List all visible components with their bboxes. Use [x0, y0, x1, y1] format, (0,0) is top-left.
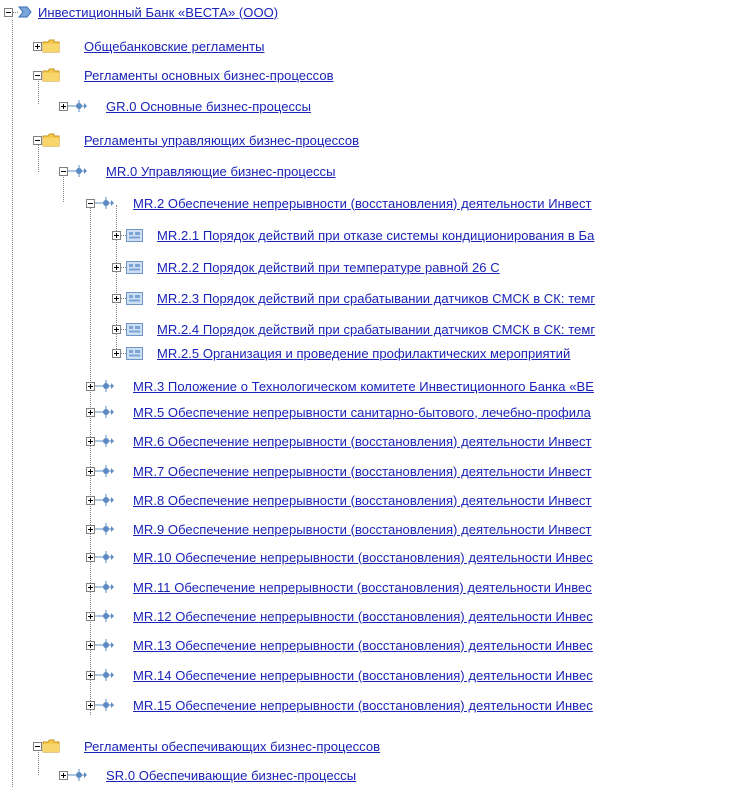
collapse-toggle[interactable]	[33, 742, 42, 751]
expand-toggle[interactable]	[33, 42, 42, 51]
expand-toggle[interactable]	[86, 583, 95, 592]
tree-node[interactable]	[86, 696, 593, 714]
expand-toggle[interactable]	[59, 102, 68, 111]
expand-toggle[interactable]	[86, 408, 95, 417]
tree-node[interactable]	[86, 462, 592, 480]
tree-node-label[interactable]: MR.2.3 Порядок действий при срабатывании датчиков СМСК в СК: темг	[157, 290, 596, 306]
folder-icon	[42, 68, 60, 82]
document-icon	[126, 323, 143, 336]
process-icon	[68, 768, 88, 782]
collapse-toggle[interactable]	[33, 71, 42, 80]
tree-node-label[interactable]: MR.2.1 Порядок действий при отказе системы кондиционирования в Ба	[157, 227, 595, 243]
tree-node-label[interactable]: MR.5 Обеспечение непрерывности санитарно-бытового, лечебно-профила	[133, 404, 591, 420]
expand-toggle[interactable]	[86, 612, 95, 621]
tree-node[interactable]	[86, 491, 592, 509]
expand-toggle[interactable]	[112, 294, 121, 303]
process-icon	[95, 522, 115, 536]
tree-node[interactable]	[4, 3, 278, 21]
expand-toggle[interactable]	[112, 349, 121, 358]
tree-node-label[interactable]: MR.11 Обеспечение непрерывности (восстановления) деятельности Инвес	[133, 579, 592, 595]
tree-node-label[interactable]: SR.0 Обеспечивающие бизнес-процессы	[106, 767, 357, 783]
expand-toggle[interactable]	[112, 231, 121, 240]
process-icon	[95, 580, 115, 594]
tree-node-label[interactable]: MR.2.5 Организация и проведение профилактических мероприятий	[157, 345, 571, 361]
expand-toggle[interactable]	[86, 641, 95, 650]
tree-node-label[interactable]: MR.6 Обеспечение непрерывности (восстановления) деятельности Инвест	[133, 433, 592, 449]
tree-node-label[interactable]: Инвестиционный Банк «ВЕСТА» (ООО)	[38, 4, 279, 20]
collapse-toggle[interactable]	[33, 136, 42, 145]
tree-node[interactable]	[86, 432, 592, 450]
tree-node-label[interactable]: MR.8 Обеспечение непрерывности (восстановления) деятельности Инвест	[133, 492, 592, 508]
document-icon	[126, 292, 143, 305]
expand-toggle[interactable]	[86, 496, 95, 505]
expand-toggle[interactable]	[86, 553, 95, 562]
folder-icon	[42, 739, 60, 753]
tree-node[interactable]	[33, 66, 334, 84]
tree-node[interactable]	[86, 548, 593, 566]
tree-node[interactable]	[112, 258, 500, 276]
tree-node[interactable]	[86, 520, 592, 538]
expand-toggle[interactable]	[112, 325, 121, 334]
tree-node[interactable]	[59, 97, 311, 115]
tree-node[interactable]	[33, 37, 265, 55]
tree-node[interactable]	[86, 377, 594, 395]
tree-node[interactable]	[59, 766, 356, 784]
tree-node-label[interactable]: Регламенты основных бизнес-процессов	[84, 67, 334, 83]
tree-node[interactable]	[86, 607, 593, 625]
document-icon	[126, 261, 143, 274]
tree-node[interactable]	[59, 162, 336, 180]
tree-node-label[interactable]: MR.13 Обеспечение непрерывности (восстановления) деятельности Инвес	[133, 637, 593, 653]
folder-icon	[42, 133, 60, 147]
tree-node[interactable]	[86, 636, 593, 654]
tree-node-label[interactable]: MR.12 Обеспечение непрерывности (восстановления) деятельности Инвес	[133, 608, 593, 624]
process-icon	[95, 550, 115, 564]
tree-node-label[interactable]: MR.9 Обеспечение непрерывности (восстановления) деятельности Инвест	[133, 521, 592, 537]
tree-node[interactable]	[112, 320, 595, 338]
tree-node-label[interactable]: MR.2.2 Порядок действий при температуре равной 26 С	[157, 259, 500, 275]
tree-node[interactable]	[86, 403, 591, 421]
tree-node[interactable]	[33, 131, 359, 149]
process-icon	[95, 196, 115, 210]
tree-connector-line	[12, 20, 13, 787]
tree-node-label[interactable]: Общебанковские регламенты	[84, 38, 265, 54]
tree-node-label[interactable]: Регламенты обеспечивающих бизнес-процессов	[84, 738, 381, 754]
document-icon	[126, 229, 143, 242]
tree-node[interactable]	[33, 737, 380, 755]
process-icon	[68, 99, 88, 113]
tree-node-label[interactable]: MR.3 Положение о Технологическом комитете Инвестиционного Банка «ВЕ	[133, 378, 594, 394]
document-icon	[126, 347, 143, 360]
bank-arrow-icon	[18, 6, 32, 18]
collapse-toggle[interactable]	[4, 8, 13, 17]
tree-node-label[interactable]: MR.2.4 Порядок действий при срабатывании датчиков СМСК в СК: темг	[157, 321, 596, 337]
tree-node[interactable]	[112, 289, 595, 307]
process-icon	[95, 609, 115, 623]
expand-toggle[interactable]	[86, 701, 95, 710]
process-icon	[95, 405, 115, 419]
tree-node[interactable]	[86, 578, 592, 596]
tree-node-label[interactable]: MR.7 Обеспечение непрерывности (восстановления) деятельности Инвест	[133, 463, 592, 479]
tree-node-label[interactable]: MR.10 Обеспечение непрерывности (восстановления) деятельности Инвес	[133, 549, 593, 565]
process-icon	[95, 379, 115, 393]
tree-node[interactable]	[112, 226, 594, 244]
folder-icon	[42, 39, 60, 53]
expand-toggle[interactable]	[86, 671, 95, 680]
process-icon	[95, 668, 115, 682]
tree-node-label[interactable]: MR.2 Обеспечение непрерывности (восстановления) деятельности Инвест	[133, 195, 592, 211]
tree-node-label[interactable]: MR.15 Обеспечение непрерывности (восстановления) деятельности Инвес	[133, 697, 593, 713]
process-icon	[95, 698, 115, 712]
tree-node-label[interactable]: GR.0 Основные бизнес-процессы	[106, 98, 311, 114]
process-icon	[95, 638, 115, 652]
process-icon	[95, 493, 115, 507]
process-icon	[95, 464, 115, 478]
process-icon	[68, 164, 88, 178]
tree-node[interactable]	[112, 344, 570, 362]
expand-toggle[interactable]	[86, 467, 95, 476]
tree-node[interactable]	[86, 666, 593, 684]
expand-toggle[interactable]	[86, 382, 95, 391]
tree-node-label[interactable]: Регламенты управляющих бизнес-процессов	[84, 132, 360, 148]
tree-node-label[interactable]: MR.0 Управляющие бизнес-процессы	[106, 163, 336, 179]
tree-node[interactable]	[86, 194, 592, 212]
tree-node-label[interactable]: MR.14 Обеспечение непрерывности (восстановления) деятельности Инвес	[133, 667, 593, 683]
expand-toggle[interactable]	[86, 525, 95, 534]
expand-toggle[interactable]	[59, 771, 68, 780]
collapse-toggle[interactable]	[59, 167, 68, 176]
expand-toggle[interactable]	[112, 263, 121, 272]
process-icon	[95, 434, 115, 448]
expand-toggle[interactable]	[86, 437, 95, 446]
collapse-toggle[interactable]	[86, 199, 95, 208]
